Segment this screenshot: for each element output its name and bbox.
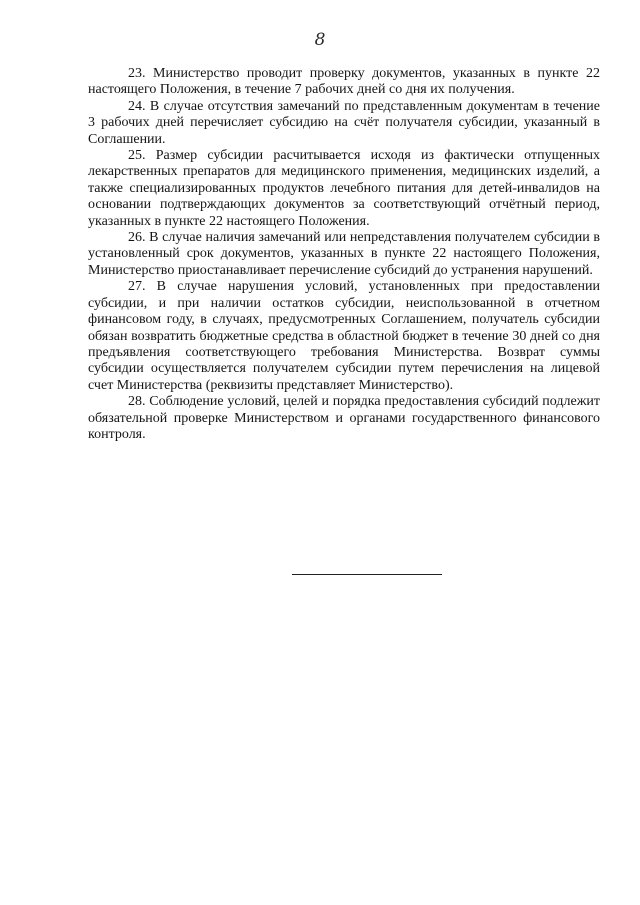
paragraph-28: 28. Соблюдение условий, целей и порядка предоставления субсидий подлежит обязательной проверке Министерством и органами государственного финансового контроля.	[88, 394, 600, 442]
paragraph-24: 24. В случае отсутствия замечаний по представленным документам в течение 3 рабочих дней перечисляет субсидию на счёт получателя субсидии, указанный в Соглашении.	[88, 98, 600, 147]
paragraph-23: 23. Министерство проводит проверку документов, указанных в пункте 22 настоящего Положения, в течение 7 рабочих дней со дня их получения.	[88, 66, 600, 98]
paragraph-26: 26. В случае наличия замечаний или непредставления получателем субсидии в установленный срок документов, указанных в пункте 22 настоящего Положения, Министерство приостанавливает перечисление субсидий до устранения нарушений.	[88, 230, 600, 278]
paragraph-25: 25. Размер субсидии расчитывается исходя из фактически отпущенных лекарственных препаратов для медицинского применения, медицинских изделий, а также специализированных продуктов лечебного питания для детей-инвалидов на основании подтверждающих документов за соответствующий отчётный период, указанных в пункте 22 настоящего Положения.	[88, 148, 600, 229]
closing-rule	[292, 574, 442, 575]
document-body	[88, 66, 600, 443]
page-number: 8	[314, 30, 326, 50]
paragraph-27: 27. В случае нарушения условий, установленных при предоставлении субсидии, и при наличии остатков субсидии, неиспользованной в отчетном финансовом году, в случаях, предусмотренных Соглашением, получатель субсидии обязан возвратить бюджетные средства в областной бюджет в течение 30 дней со дня предъявления соответствующего требования Министерства. Возврат суммы субсидии осуществляется получателем субсидии путем перечисления на лицевой счет Министерства (реквизиты представляет Министерство).	[88, 279, 600, 393]
